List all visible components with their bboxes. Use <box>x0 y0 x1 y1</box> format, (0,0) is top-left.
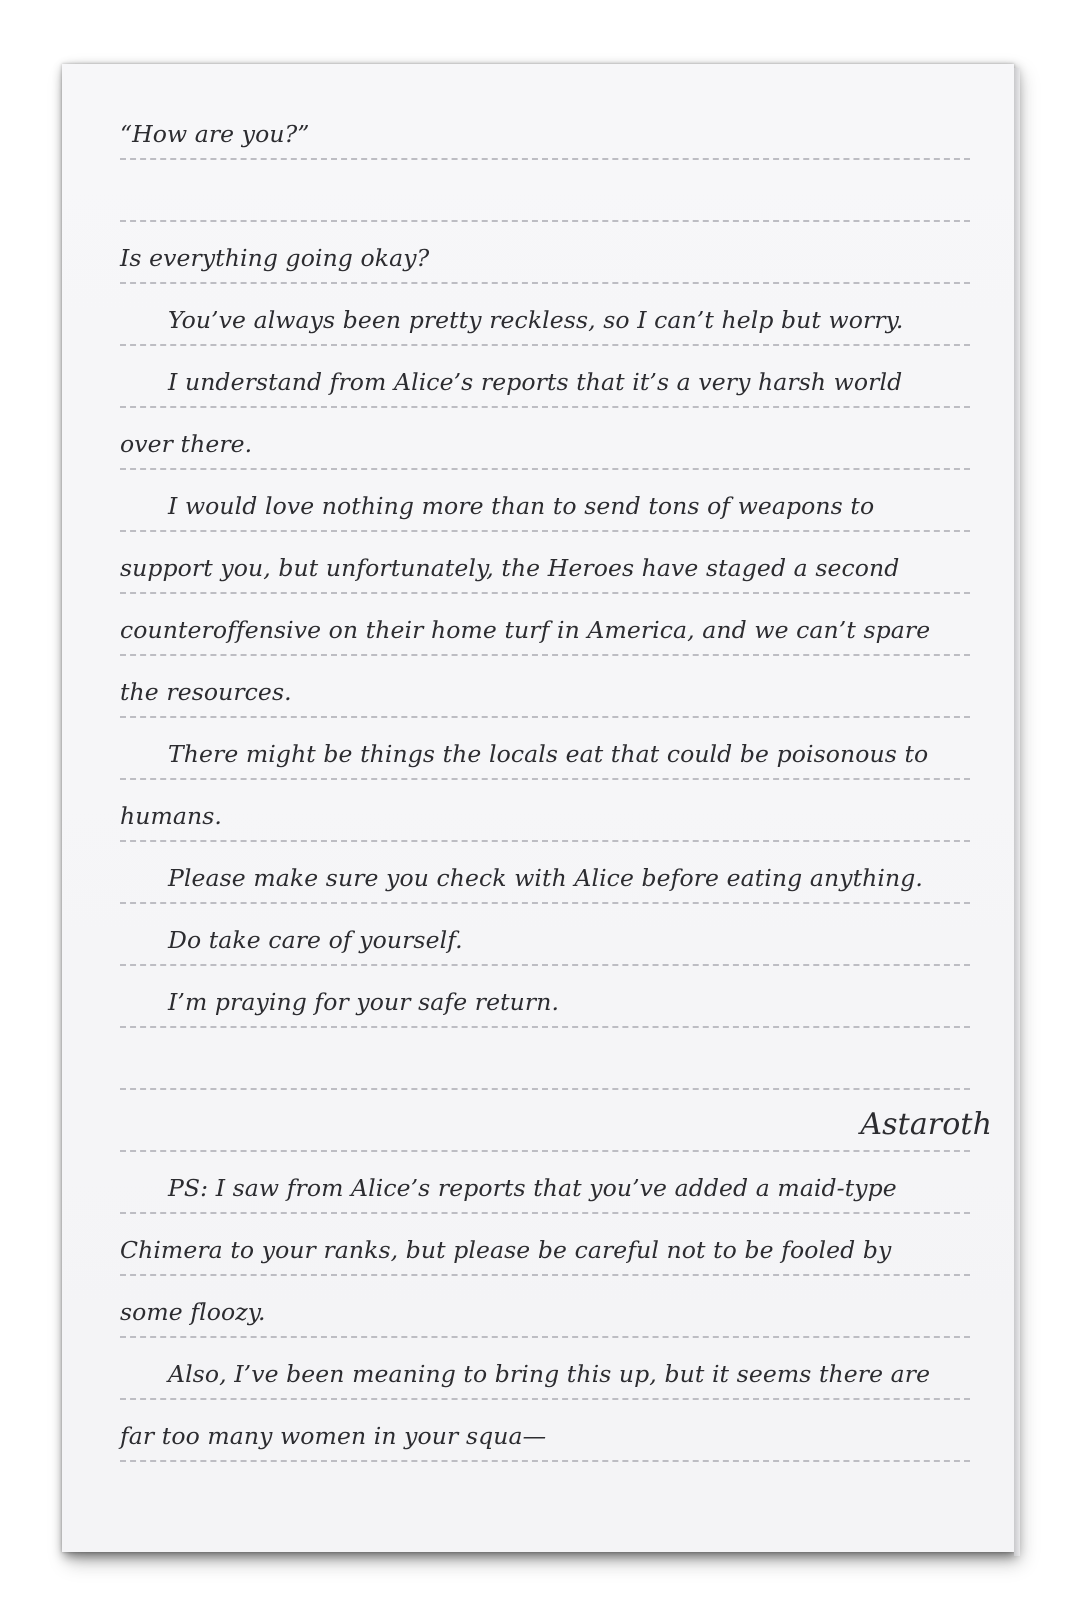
letter-page <box>62 64 1014 1552</box>
letter-line <box>120 594 970 656</box>
line-text: far too many women in your squa— <box>120 1422 547 1450</box>
letter-line <box>120 1152 970 1214</box>
line-text: I understand from Alice’s reports that it’s a very harsh world <box>168 368 903 396</box>
signature: Astaroth <box>860 1107 992 1142</box>
letter-line <box>120 408 970 470</box>
line-text: support you, but unfortunately, the Heroes have staged a second <box>120 554 900 582</box>
line-text: counteroffensive on their home turf in America, and we can’t spare <box>120 616 931 644</box>
letter-line <box>120 842 970 904</box>
line-text: “How are you?” <box>120 120 310 148</box>
letter-line <box>120 346 970 408</box>
line-text: Do take care of yourself. <box>168 926 463 954</box>
letter-line <box>120 656 970 718</box>
line-text: There might be things the locals eat that could be poisonous to <box>168 740 929 768</box>
line-text: humans. <box>120 802 222 830</box>
line-text: over there. <box>120 430 253 458</box>
letter-line <box>120 1214 970 1276</box>
line-text: You’ve always been pretty reckless, so I can’t help but worry. <box>168 306 904 334</box>
line-text: Is everything going okay? <box>120 244 430 272</box>
letter-line <box>120 966 970 1028</box>
letter-line <box>120 1276 970 1338</box>
line-text: Also, I’ve been meaning to bring this up, but it seems there are <box>168 1360 931 1388</box>
ruled-lines <box>120 98 992 1462</box>
letter-line <box>120 718 970 780</box>
letter-line <box>120 222 970 284</box>
line-text: some floozy. <box>120 1298 266 1326</box>
signature-line <box>120 1090 992 1152</box>
letter-line <box>120 98 970 160</box>
letter-line <box>120 470 970 532</box>
letter-line <box>120 904 970 966</box>
letter-line <box>120 780 970 842</box>
line-text: I would love nothing more than to send tons of weapons to <box>168 492 875 520</box>
letter-line <box>120 284 970 346</box>
letter-line <box>120 1338 970 1400</box>
letter-line <box>120 532 970 594</box>
letter-line <box>120 160 970 222</box>
line-text: Please make sure you check with Alice before eating anything. <box>168 864 923 892</box>
line-text: I’m praying for your safe return. <box>168 988 560 1016</box>
line-text: PS: I saw from Alice’s reports that you’ve added a maid-type <box>168 1174 897 1202</box>
line-text: Chimera to your ranks, but please be careful not to be fooled by <box>120 1236 892 1264</box>
letter-line <box>120 1028 970 1090</box>
line-text: the resources. <box>120 678 292 706</box>
letter-line <box>120 1400 970 1462</box>
